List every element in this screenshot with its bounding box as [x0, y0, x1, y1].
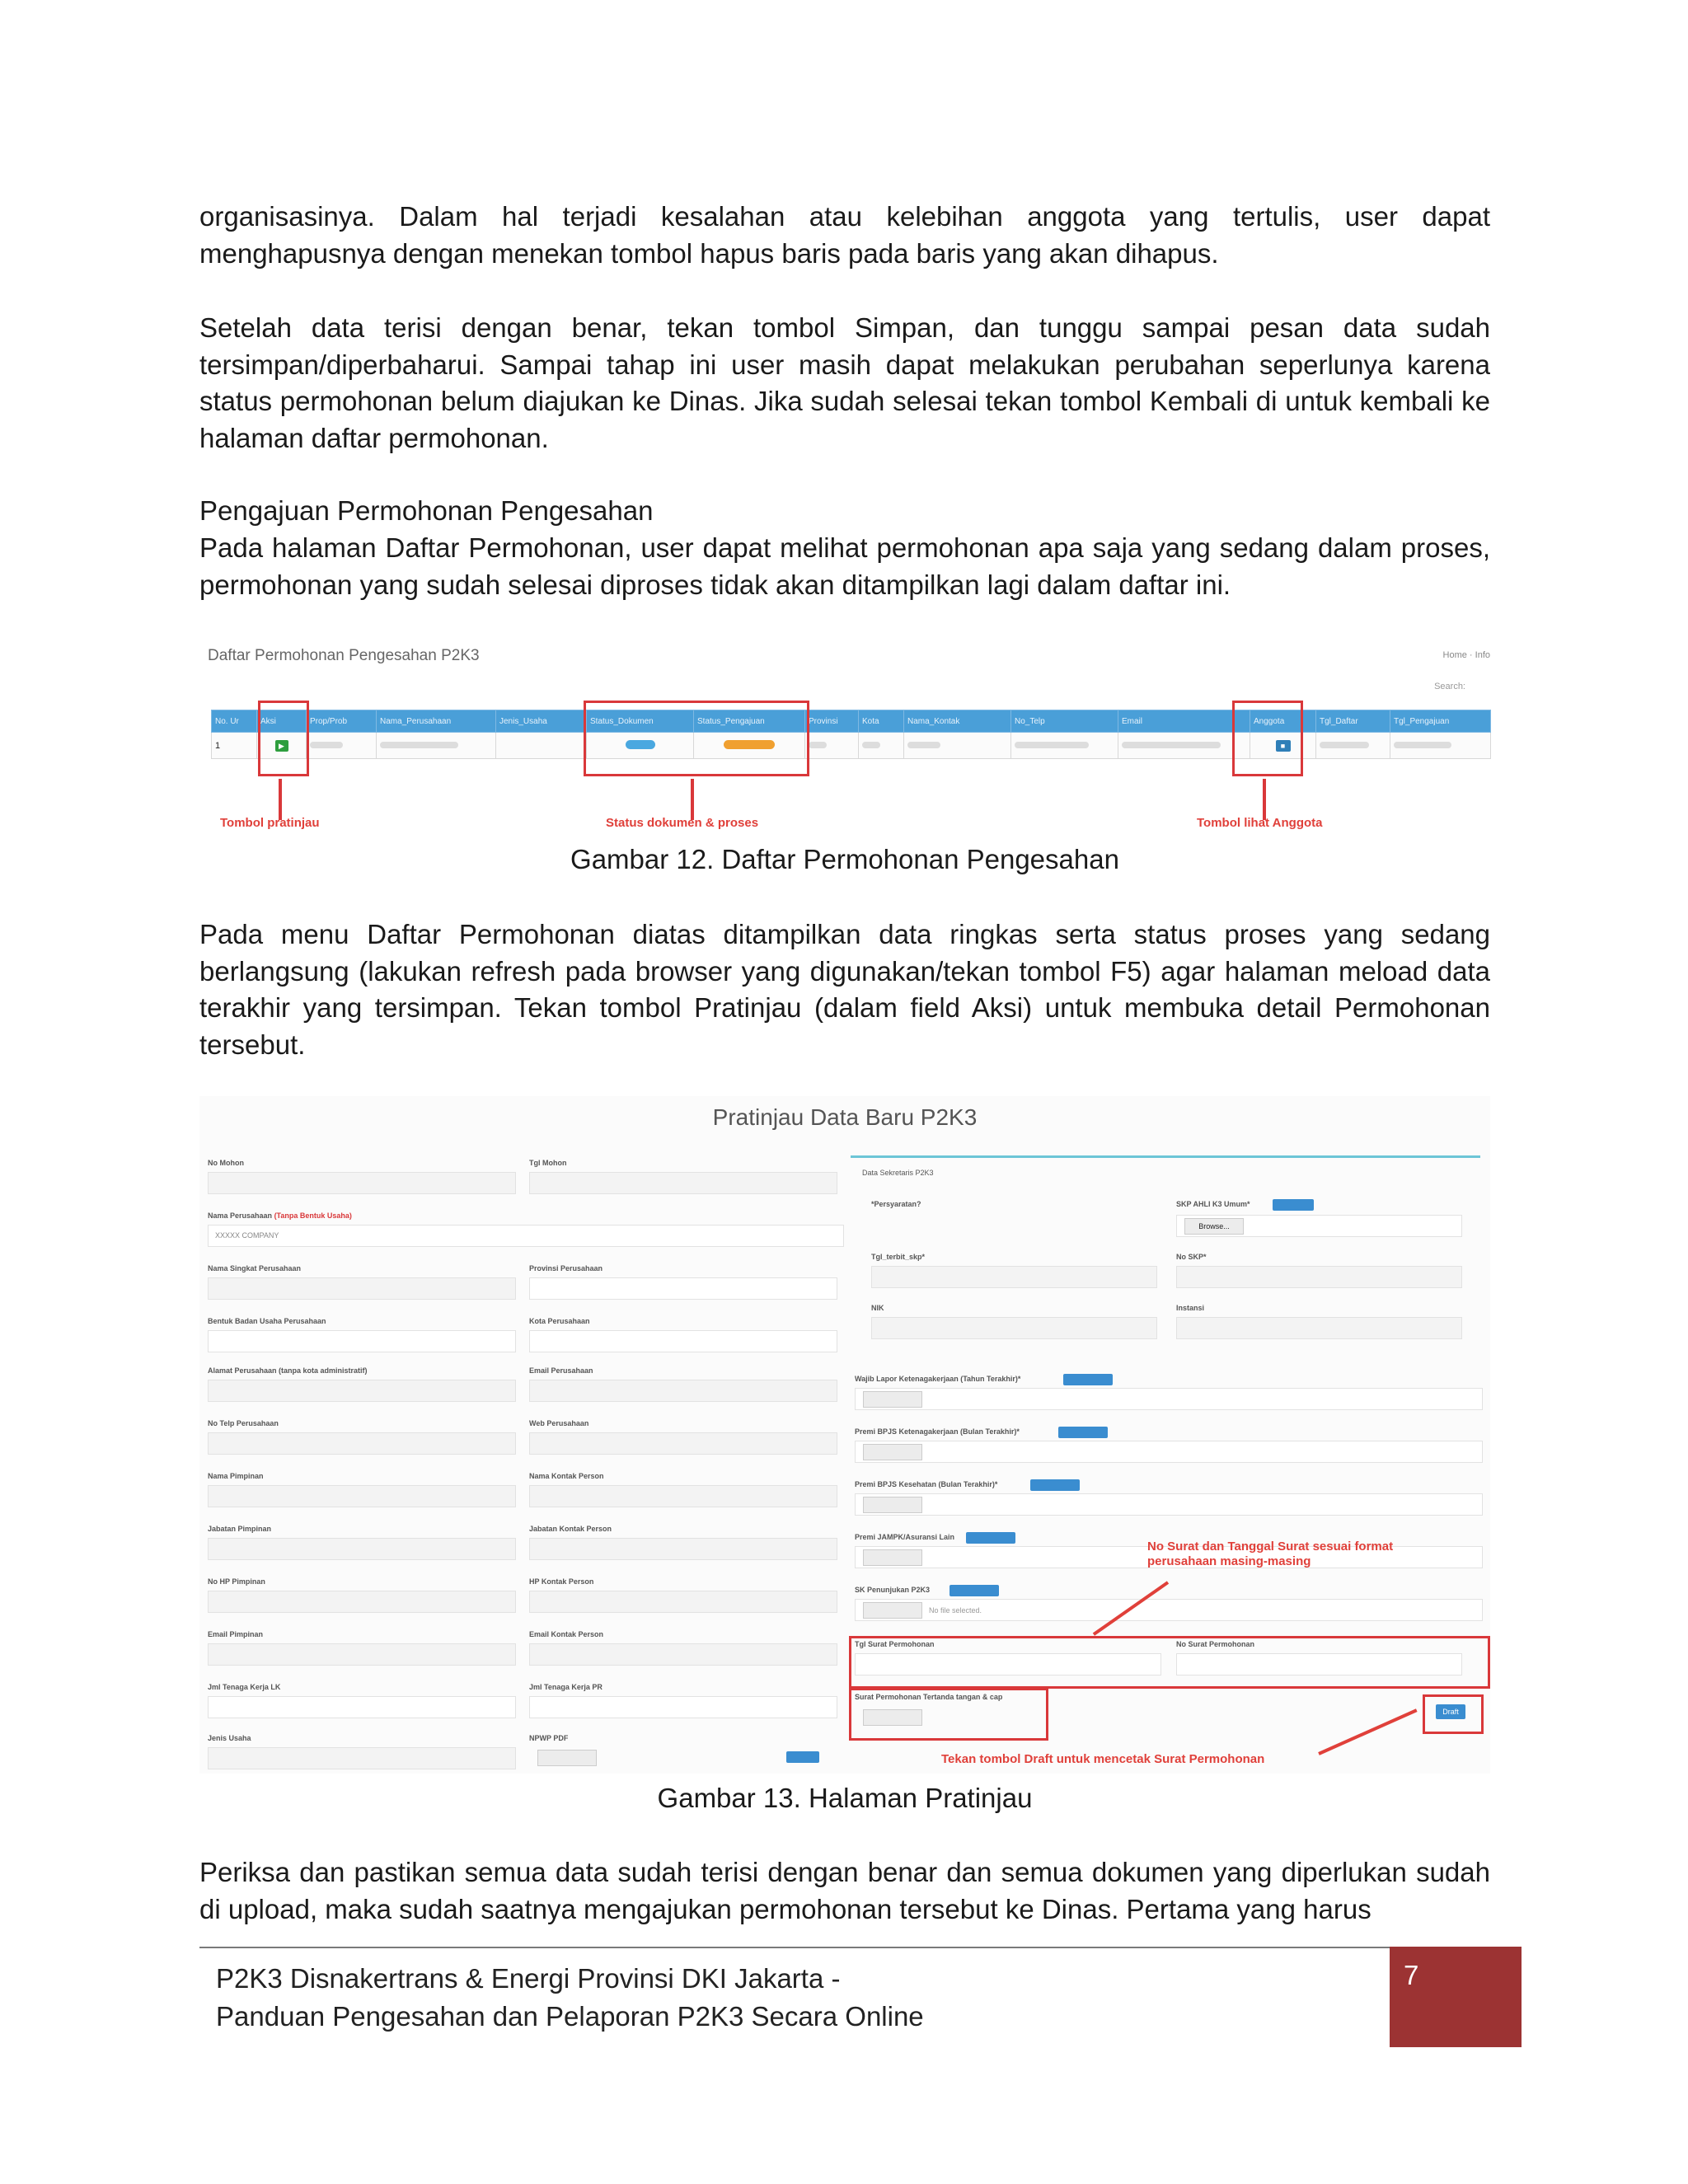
highlight-status: [584, 701, 809, 776]
section-title: Data Sekretaris P2K3: [862, 1169, 934, 1177]
skp-date-field[interactable]: [871, 1266, 1157, 1288]
upload-button[interactable]: [1030, 1479, 1080, 1491]
field-label: SK Penunjukan P2K3: [855, 1586, 931, 1594]
field-label: Alamat Perusahaan (tanpa kota administratif): [208, 1366, 368, 1375]
contact-title-field[interactable]: [529, 1538, 837, 1560]
row-number: 1: [212, 733, 257, 759]
search-label: Search:: [1434, 682, 1465, 691]
arrow-icon: [1263, 779, 1266, 820]
paragraph-2: Setelah data terisi dengan benar, tekan tombol Simpan, dan tunggu sampai pesan data sudah tersimpan/diperbaharui. Sampai tahap ini user masih dapat melakukan perubahan seperlunya karena status permohonan belum diajukan ke Dinas. Jika sudah selesai tekan tombol Kembali di untuk kembali ke halaman daftar permohonan.: [199, 312, 1490, 453]
business-type-field[interactable]: [208, 1747, 516, 1769]
col-header[interactable]: Provinsi: [805, 710, 859, 733]
col-header[interactable]: Status_Pengajuan: [694, 710, 805, 733]
members-button[interactable]: ■: [1276, 740, 1291, 752]
field-label: Nama Kontak Person: [529, 1472, 604, 1480]
field-label: Email Perusahaan: [529, 1366, 593, 1375]
callout-status: Status dokumen & proses: [606, 816, 759, 830]
skp-number-field[interactable]: [1176, 1266, 1462, 1288]
field-label: *Persyaratan?: [871, 1200, 921, 1208]
no-mohon-field[interactable]: [208, 1172, 516, 1194]
contact-email-field[interactable]: [529, 1643, 837, 1666]
skp-upload-button[interactable]: [1273, 1199, 1314, 1211]
field-label: No Mohon: [208, 1159, 244, 1167]
letter-number-field[interactable]: [1176, 1653, 1462, 1675]
field-label: Premi BPJS Ketenagakerjaan (Bulan Terakhir)*: [855, 1427, 1020, 1436]
footer-line-1: P2K3 Disnakertrans & Energi Provinsi DKI Jakarta -: [216, 1963, 841, 1994]
field-label: Email Kontak Person: [529, 1630, 604, 1638]
field-hint: (Tanpa Bentuk Usaha): [274, 1212, 352, 1220]
blurred-value: [809, 742, 827, 748]
caption-figure-12: Gambar 12. Daftar Permohonan Pengesahan: [570, 844, 1119, 874]
tgl-mohon-field[interactable]: [529, 1172, 837, 1194]
footer-line-2: Panduan Pengesahan dan Pelaporan P2K3 Secara Online: [216, 2001, 924, 2032]
figure-13-title: Pratinjau Data Baru P2K3: [712, 1104, 978, 1130]
section-divider: [851, 1155, 1480, 1158]
blurred-value: [310, 742, 343, 748]
blurred-value: [1394, 742, 1451, 748]
blurred-value: [1320, 742, 1369, 748]
field-label: Jenis Usaha: [208, 1734, 251, 1742]
col-header[interactable]: Email: [1118, 710, 1250, 733]
file-field[interactable]: [855, 1388, 1483, 1410]
caption-figure-13: Gambar 13. Halaman Pratinjau: [657, 1783, 1033, 1813]
blurred-value: [1015, 742, 1089, 748]
company-phone-field[interactable]: [208, 1432, 516, 1455]
highlight-members: [1232, 701, 1303, 776]
col-header[interactable]: Kota: [859, 710, 904, 733]
blurred-value: [380, 742, 458, 748]
paragraph-5: Periksa dan pastikan semua data sudah terisi dengan benar dan semua dokumen yang diperlukan sudah di upload, maka sudah saatnya mengajukan permohonan tersebut ke Dinas. Pertama yang harus: [199, 1857, 1490, 1924]
paragraph-4: Pada menu Daftar Permohonan diatas ditampilkan data ringkas serta status proses yang sedang berlangsung (lakukan refresh pada browser yang digunakan/tekan tombol F5) agar halaman meload data terakhir yang tersimpan. Tekan tombol Pratinjau (dalam field Aksi) untuk membuka detail Permohonan tersebut.: [199, 919, 1490, 1060]
figure-13: [199, 1096, 1490, 1774]
business-form-select[interactable]: [208, 1330, 516, 1352]
preview-button[interactable]: ▶: [275, 740, 288, 752]
leader-phone-field[interactable]: [208, 1591, 516, 1613]
nik-field[interactable]: [871, 1317, 1157, 1339]
upload-button[interactable]: [950, 1585, 999, 1596]
leader-title-field[interactable]: [208, 1538, 516, 1560]
browse-button[interactable]: Browse...: [1184, 1218, 1244, 1235]
browse-button[interactable]: [863, 1709, 922, 1726]
company-email-field[interactable]: [529, 1380, 837, 1402]
leader-email-field[interactable]: [208, 1643, 516, 1666]
field-label: SKP AHLI K3 Umum*: [1176, 1200, 1250, 1208]
browse-button[interactable]: [863, 1602, 922, 1619]
arrow-icon: [1318, 1708, 1417, 1755]
instansi-field[interactable]: [1176, 1317, 1462, 1339]
field-label: HP Kontak Person: [529, 1577, 594, 1586]
field-label: No SKP*: [1176, 1253, 1207, 1261]
section-heading: Pengajuan Permohonan Pengesahan: [199, 495, 654, 526]
col-header[interactable]: Nama_Perusahaan: [377, 710, 496, 733]
field-label: Web Perusahaan: [529, 1419, 589, 1427]
col-header[interactable]: Prop/Prob: [307, 710, 377, 733]
field-label: No Telp Perusahaan: [208, 1419, 279, 1427]
contact-name-field[interactable]: [529, 1485, 837, 1507]
breadcrumb[interactable]: Home · Info: [1442, 650, 1490, 660]
field-label: Nama Pimpinan: [208, 1472, 264, 1480]
callout-draft: Tekan tombol Draft untuk mencetak Surat Permohonan: [941, 1752, 1265, 1766]
col-header[interactable]: Nama_Kontak: [904, 710, 1011, 733]
field-label: Tgl_terbit_skp*: [871, 1253, 926, 1261]
field-label: Premi BPJS Kesehatan (Bulan Terakhir)*: [855, 1480, 998, 1488]
figure-12: [199, 639, 1490, 845]
field-label: Surat Permohonan Tertanda tangan & cap: [855, 1693, 1003, 1701]
field-label: Email Pimpinan: [208, 1630, 264, 1638]
col-header[interactable]: Tgl_Daftar: [1316, 710, 1390, 733]
footer-divider: [199, 1947, 1390, 1948]
field-label: Jml Tenaga Kerja LK: [208, 1683, 281, 1691]
col-header[interactable]: No_Telp: [1011, 710, 1118, 733]
field-label: NIK: [871, 1304, 884, 1312]
city-select[interactable]: [529, 1330, 837, 1352]
field-label: NPWP PDF: [529, 1734, 569, 1742]
col-header[interactable]: Tgl_Pengajuan: [1390, 710, 1491, 733]
field-label: Tgl Surat Permohonan: [855, 1640, 935, 1648]
field-label: Provinsi Perusahaan: [529, 1264, 603, 1272]
paragraph-1: organisasinya. Dalam hal terjadi kesalahan atau kelebihan anggota yang tertulis, user dapat menghapusnya dengan menekan tombol hapus baris pada baris yang akan dihapus.: [199, 201, 1490, 269]
browse-button[interactable]: [863, 1391, 922, 1408]
field-label: Bentuk Badan Usaha Perusahaan: [208, 1317, 326, 1325]
field-label: Instansi: [1176, 1304, 1205, 1312]
col-header[interactable]: Status_Dokumen: [587, 710, 694, 733]
col-header[interactable]: No. Ur: [212, 710, 257, 733]
contact-phone-field[interactable]: [529, 1591, 837, 1613]
no-file-text: No file selected.: [929, 1606, 982, 1615]
callout-preview: Tombol pratinjau: [220, 816, 320, 830]
callout-surat: No Surat dan Tanggal Surat sesuai format perusahaan masing-masing: [1147, 1540, 1394, 1568]
callout-members: Tombol lihat Anggota: [1197, 816, 1323, 830]
field-label: Wajib Lapor Ketenagakerjaan (Tahun Terakhir)*: [855, 1375, 1021, 1383]
blurred-value: [862, 742, 880, 748]
upload-button[interactable]: [966, 1532, 1015, 1544]
browse-button[interactable]: [863, 1497, 922, 1513]
blurred-value: [907, 742, 940, 748]
field-label: Nama Singkat Perusahaan: [208, 1264, 302, 1272]
figure-12-title: Daftar Permohonan Pengesahan P2K3: [208, 647, 480, 664]
page-number: 7: [1404, 1960, 1419, 1990]
letter-date-field[interactable]: [855, 1653, 1161, 1675]
leader-name-field[interactable]: [208, 1485, 516, 1507]
browse-button[interactable]: [863, 1444, 922, 1460]
col-header[interactable]: Jenis_Usaha: [496, 710, 587, 733]
upload-button[interactable]: [1058, 1427, 1108, 1438]
field-label: No Surat Permohonan: [1176, 1640, 1255, 1648]
field-label: Premi JAMPK/Asuransi Lain: [855, 1533, 955, 1541]
paragraph-3: Pada halaman Daftar Permohonan, user dapat melihat permohonan apa saja yang sedang dalam proses, permohonan yang sudah selesai diproses tidak akan ditampilkan lagi dalam daftar ini.: [199, 532, 1490, 600]
short-name-field[interactable]: [208, 1277, 516, 1300]
field-label: Nama Perusahaan: [208, 1212, 273, 1220]
field-label: Jml Tenaga Kerja PR: [529, 1683, 603, 1691]
footer: [216, 1960, 924, 2036]
npwp-upload-button[interactable]: [786, 1751, 819, 1763]
field-label: Jabatan Pimpinan: [208, 1525, 272, 1533]
company-name-field[interactable]: XXXXX COMPANY: [208, 1225, 844, 1247]
file-field[interactable]: [855, 1493, 1483, 1516]
draft-button[interactable]: Draft: [1436, 1704, 1465, 1719]
arrow-icon: [279, 779, 282, 820]
field-label: Kota Perusahaan: [529, 1317, 590, 1325]
file-field[interactable]: [855, 1441, 1483, 1463]
company-web-field[interactable]: [529, 1432, 837, 1455]
arrow-icon: [691, 779, 694, 820]
province-select[interactable]: [529, 1277, 837, 1300]
upload-button[interactable]: [1063, 1374, 1113, 1385]
col-header[interactable]: Aksi: [257, 710, 307, 733]
col-header[interactable]: Anggota: [1250, 710, 1316, 733]
address-field[interactable]: [208, 1380, 516, 1402]
browse-button[interactable]: [863, 1549, 922, 1566]
highlight-preview: [258, 701, 309, 776]
field-label: No HP Pimpinan: [208, 1577, 265, 1586]
field-label: Tgl Mohon: [529, 1159, 567, 1167]
field-label: Jabatan Kontak Person: [529, 1525, 612, 1533]
npwp-browse-button[interactable]: [537, 1750, 597, 1766]
female-workers-stepper[interactable]: [529, 1696, 837, 1718]
male-workers-stepper[interactable]: [208, 1696, 516, 1718]
blurred-value: [1122, 742, 1221, 748]
